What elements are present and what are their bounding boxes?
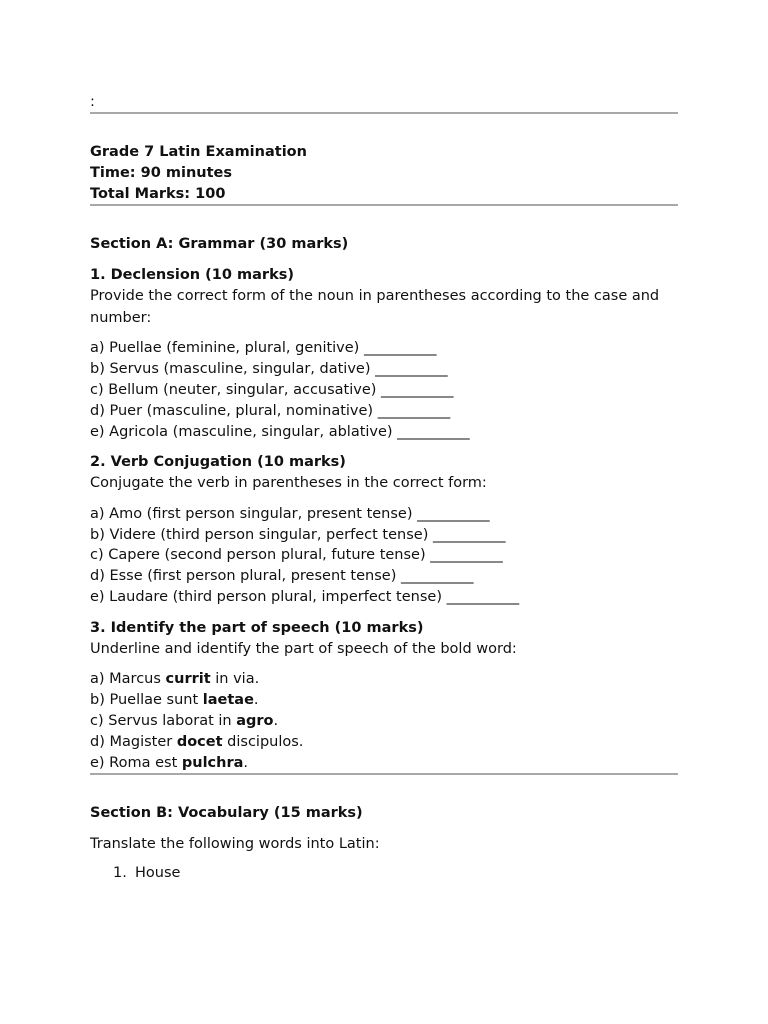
exam-header <box>90 142 678 204</box>
exam-time: Time: 90 minutes <box>90 164 232 181</box>
document-content <box>90 92 678 881</box>
question-1-items <box>90 338 678 442</box>
list-item <box>90 732 678 753</box>
exam-title: Grade 7 Latin Examination <box>90 144 307 160</box>
bold-word: docet <box>176 733 223 750</box>
list-item: a) Puellae (feminine, plural, genitive) __________ <box>90 340 437 357</box>
list-item <box>90 690 678 711</box>
item-text: . <box>243 754 249 771</box>
item-text: e) Roma est <box>90 754 182 771</box>
section-b-instruction: Translate the following words into Latin: <box>90 836 380 853</box>
list-item: e) Laudare (third person plural, imperfect tense) __________ <box>90 589 520 606</box>
list-item <box>90 711 678 732</box>
list-item <box>113 865 678 881</box>
list-item <box>90 669 678 690</box>
vocab-word: House <box>135 865 181 882</box>
list-item: b) Videre (third person singular, perfect tense) __________ <box>90 526 506 543</box>
bold-word: currit <box>165 671 211 688</box>
bold-word: laetae <box>202 692 254 709</box>
list-item: d) Puer (masculine, plural, nominative) __________ <box>90 402 451 419</box>
item-text: . <box>273 712 279 729</box>
list-item: c) Bellum (neuter, singular, accusative) __________ <box>90 381 454 398</box>
item-text: discipulos. <box>222 733 304 750</box>
list-item: c) Capere (second person plural, future tense) __________ <box>90 547 503 564</box>
list-item <box>90 753 678 774</box>
question-1-instruction: Provide the correct form of the noun in parentheses according to the case and number: <box>90 288 660 326</box>
list-item: d) Esse (first person plural, present tense) __________ <box>90 568 474 585</box>
item-text: . <box>253 692 259 709</box>
question-3-items <box>90 669 678 773</box>
bold-word: pulchra <box>181 754 244 771</box>
bold-word: agro <box>236 712 274 729</box>
divider <box>90 204 678 206</box>
section-a-title: Section A: Grammar (30 marks) <box>90 236 349 253</box>
item-text: b) Puellae sunt <box>90 692 203 709</box>
item-number: 1. <box>113 865 127 882</box>
section-b-title: Section B: Vocabulary (15 marks) <box>90 805 363 822</box>
list-item: a) Amo (first person singular, present tense) __________ <box>90 505 490 522</box>
item-text: c) Servus laborat in <box>90 712 237 729</box>
vocabulary-list <box>113 865 678 881</box>
item-text: in via. <box>210 671 260 688</box>
divider <box>90 773 678 775</box>
list-item: e) Agricola (masculine, singular, ablative) __________ <box>90 423 470 440</box>
list-item: b) Servus (masculine, singular, dative) __________ <box>90 361 448 378</box>
question-1-title: 1. Declension (10 marks) <box>90 267 294 284</box>
item-text: d) Magister <box>90 733 177 750</box>
item-text: a) Marcus <box>90 671 166 688</box>
question-3-instruction: Underline and identify the part of speech of the bold word: <box>90 640 517 657</box>
header-colon: : <box>90 94 95 110</box>
question-3-title: 3. Identify the part of speech (10 marks) <box>90 619 424 636</box>
exam-total-marks: Total Marks: 100 <box>90 185 226 202</box>
question-2-instruction: Conjugate the verb in parentheses in the correct form: <box>90 475 487 492</box>
divider <box>90 112 678 114</box>
question-2-items <box>90 504 678 608</box>
question-2-title: 2. Verb Conjugation (10 marks) <box>90 454 346 471</box>
